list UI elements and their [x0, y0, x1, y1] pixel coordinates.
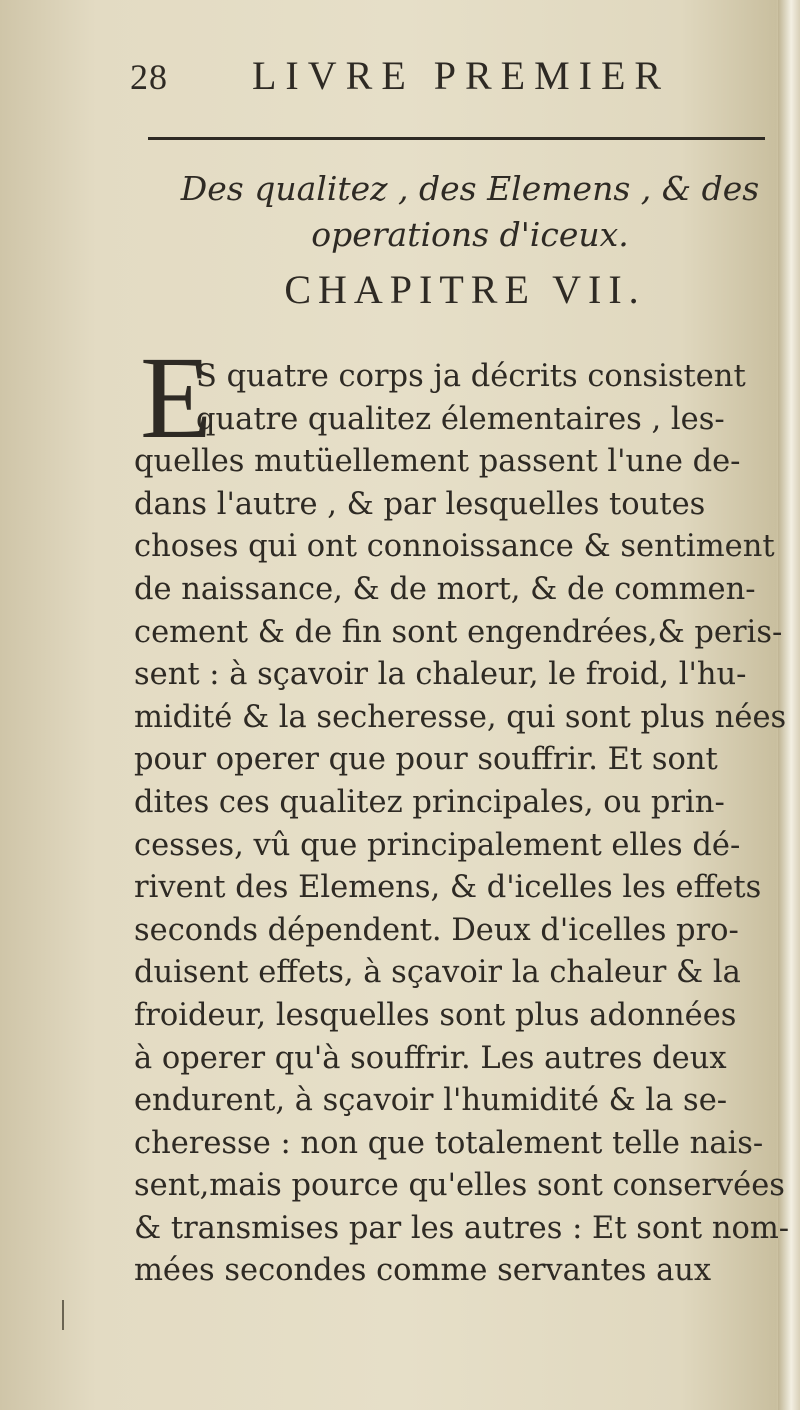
text-line: dans l'autre , & par lesquelles toutes	[134, 486, 706, 522]
text-line: cesses, vû que principalement elles dé-	[134, 827, 741, 863]
text-line: endurent, à sçavoir l'humidité & la se-	[134, 1083, 728, 1119]
text-line: & transmises par les autres : Et sont nom-	[134, 1210, 790, 1246]
text-line: choses qui ont connoissance & sentiment	[134, 529, 775, 565]
body-text	[134, 356, 790, 1293]
page-header	[130, 52, 770, 112]
section-title	[160, 166, 780, 258]
text-line: duisent effets, à sçavoir la chaleur & la	[134, 955, 741, 991]
text-line: cheresse : non que totalement telle nais-	[134, 1125, 764, 1161]
text-line: froideur, lesquelles sont plus adonnées	[134, 997, 737, 1033]
text-line: midité & la secheresse, qui sont plus nées	[134, 699, 787, 735]
text-line: mées secondes comme servantes aux	[134, 1253, 712, 1289]
page-number: 28	[130, 57, 168, 97]
text-line: à operer qu'à souffrir. Les autres deux	[134, 1040, 727, 1076]
text-line: seconds dépendent. Deux d'icelles pro-	[134, 912, 739, 948]
section-title-line-2: operations d'iceux.	[311, 215, 629, 254]
header-rule	[148, 137, 765, 140]
text-line: pour operer que pour souffrir. Et sont	[134, 742, 718, 778]
text-line: sent : à sçavoir la chaleur, le froid, l'hu-	[134, 657, 747, 693]
drop-cap: E	[140, 332, 213, 463]
margin-mark	[62, 1300, 64, 1330]
text-line: quelles mutüellement passent l'une de-	[134, 444, 741, 480]
chapter-heading: CHAPITRE VII.	[284, 267, 646, 312]
text-line: quatre qualitez élementaires , les-	[196, 401, 725, 437]
section-title-line-1: Des qualitez , des Elemens , & des	[180, 169, 760, 208]
text-line: rivent des Elemens, & d'icelles les effets	[134, 870, 762, 906]
text-line: cement & de fin sont engendrées,& peris-	[134, 614, 783, 650]
text-line: S quatre corps ja décrits consistent	[196, 359, 746, 394]
text-line: de naissance, & de mort, & de commen-	[134, 571, 756, 607]
running-title: LIVRE PREMIER	[252, 53, 671, 98]
text-line: sent,mais pource qu'elles sont conservées	[134, 1168, 785, 1204]
text-line: dites ces qualitez principales, ou prin-	[134, 784, 725, 820]
